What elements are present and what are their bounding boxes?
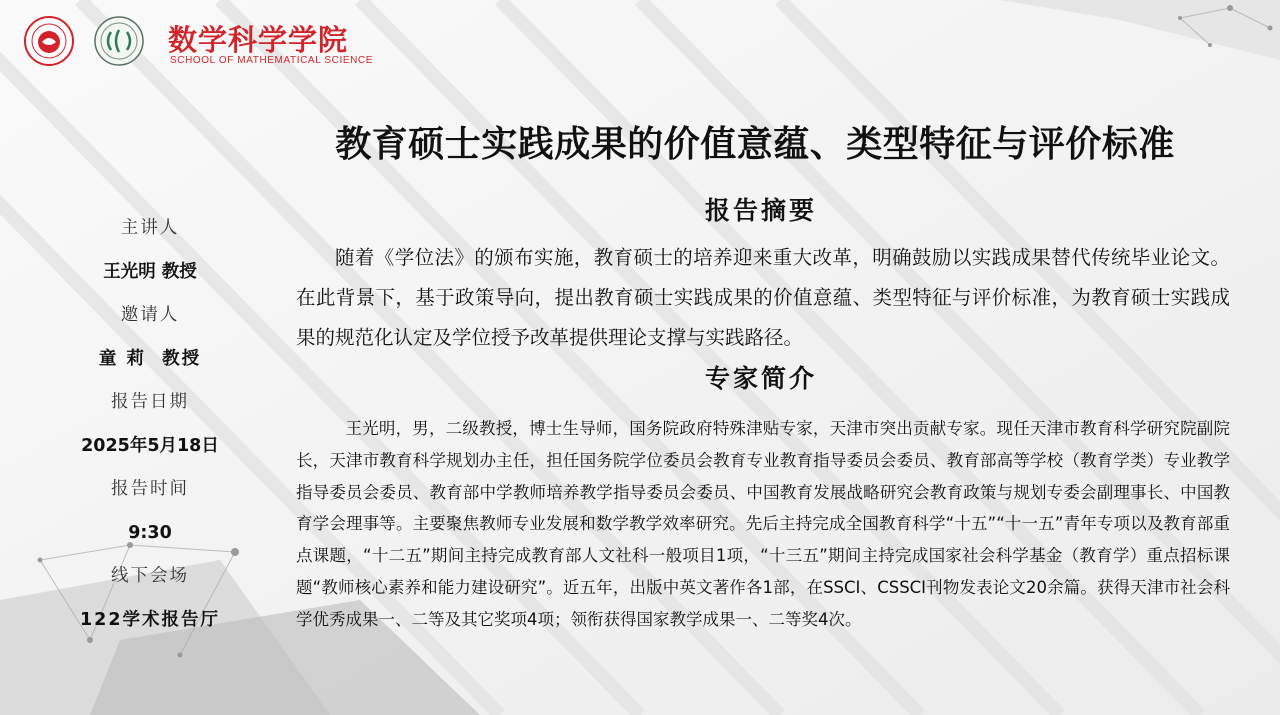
venue-label: 线下会场	[111, 566, 189, 586]
header	[24, 12, 384, 72]
date-label: 报告日期	[111, 392, 189, 412]
time-label: 报告时间	[111, 479, 189, 499]
venue-name: 122学术报告厅	[79, 610, 221, 630]
report-date: 2025年5月18日	[81, 436, 219, 456]
speaker-name: 王光明 教授	[103, 262, 197, 282]
page-title: 教育硕士实践成果的价值意蕴、类型特征与评价标准	[335, 124, 1175, 165]
abstract-text: 随着《学位法》的颁布实施，教育硕士的培养迎来重大改革，明确鼓励以实践成果替代传统毕业论文。在此背景下，基于政策导向，提出教育硕士实践成果的价值意蕴、类型特征与评价标准，为教育硕士实践成果的规范化认定及学位授予改革提供理论支撑与实践路径。	[296, 246, 1230, 349]
school-emblem-logo	[94, 16, 144, 66]
inviter-label: 邀请人	[120, 305, 180, 325]
report-time: 9:30	[128, 523, 172, 543]
university-seal-logo	[24, 16, 74, 66]
school-name-en: SCHOOL OF MATHEMATICAL SCIENCE	[170, 55, 374, 66]
bio-heading: 专家简介	[704, 364, 817, 393]
event-info-sidebar	[60, 208, 240, 643]
school-name-cn: 数学科学学院	[168, 23, 349, 57]
speaker-label: 主讲人	[120, 218, 180, 238]
abstract-heading: 报告摘要	[704, 196, 817, 225]
bio-text: 王光明，男，二级教授，博士生导师，国务院政府特殊津贴专家，天津市突出贡献专家。现任天津市教育科学研究院副院长，天津市教育科学规划办主任，担任国务院学位委员会教育专业教育指导委员会委员、教育部高等学校（教育学类）专业教学指导委员会委员、教育部中学教师培养教学指导委员会委员、中国教育发展战略研究会教育政策与规划专委会副理事长、中国教育学会理事等。主要聚焦教师专业发展和数学教学效率研究。先后主持完成全国教育科学“十五”“十一五”青年专项以及教育部重点课题，“十二五”期间主持完成教育部人文社科一般项目1项，“十三五”期间主持完成国家社会科学基金（教育学）重点招标课题“教师核心素养和能力建设研究”。近五年，出版中英文著作各1部，在SSCI、CSSCI刊物发表论文20余篇。获得天津市社会科学优秀成果一、二等及其它奖项4项；领衔获得国家教学成果一、二等奖4次。	[296, 419, 1230, 629]
inviter-name: 童 莉 教授	[98, 349, 202, 369]
